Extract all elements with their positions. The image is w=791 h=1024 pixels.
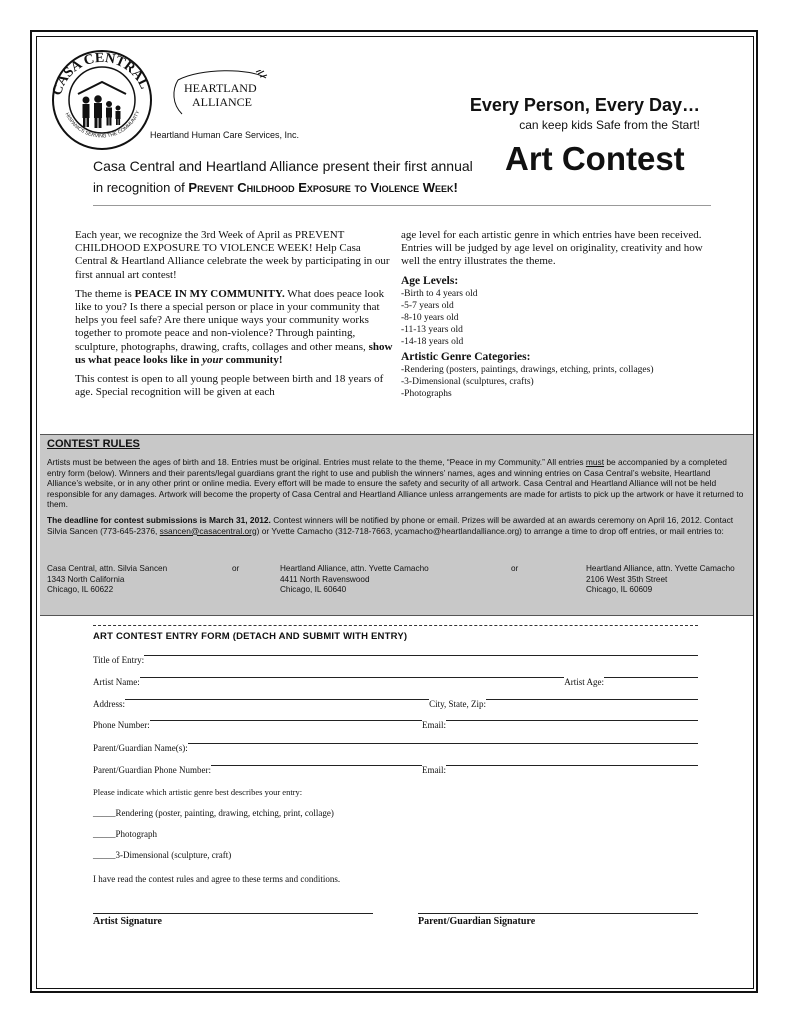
svg-text:ALLIANCE: ALLIANCE xyxy=(192,95,252,109)
casa-central-logo xyxy=(50,48,155,153)
artist-age-field[interactable] xyxy=(604,677,698,678)
genre-prompt: Please indicate which artistic genre best describes your entry: xyxy=(93,787,303,797)
guardian-names-field[interactable] xyxy=(188,743,698,744)
genre-option-rendering[interactable]: _____Rendering (poster, painting, drawing, etching, print, collage) xyxy=(93,808,334,818)
theme-call-1: show us what peace looks like in xyxy=(75,340,393,366)
age-level-item: -11-13 years old xyxy=(401,324,463,335)
age-level-item: -14-18 years old xyxy=(401,336,464,347)
phone-row xyxy=(93,720,698,730)
recognition-line xyxy=(93,180,458,195)
phone-label: Phone Number: xyxy=(93,720,150,730)
mail-address-heartland-west: Heartland Alliance, attn. Yvette Camacho 2106 West 35th Street Chicago, IL 60609 xyxy=(586,564,735,594)
intro-paragraph-1: Each year, we recognize the 3rd Week of April as PREVENT CHILDHOOD EXPOSURE TO VIOLENCE WEEK! Help Casa Central & Heartland Alliance celebrate the week by participating in our first annual art contest! xyxy=(75,229,390,281)
contact-email-link[interactable]: ssancen@casacentral.org xyxy=(159,525,257,536)
header-divider xyxy=(93,205,711,206)
address-row xyxy=(93,699,698,709)
theme-call-2: community! xyxy=(222,353,283,366)
theme-body: What does peace look like to you? Is there a special person or place in your community that helps you feel safe? Are there unique ways your community works together to promote peace and non-violence? Through painting, sculpture, photographs, drawing, crafts, collages and other means, xyxy=(75,287,385,353)
agreement-statement: I have read the contest rules and agree to these terms and conditions. xyxy=(93,874,341,884)
guardian-email-field[interactable] xyxy=(446,765,698,766)
contest-rules-text xyxy=(47,457,747,536)
address-field[interactable] xyxy=(125,699,429,700)
age-level-item: -Birth to 4 years old xyxy=(401,288,478,299)
detach-line xyxy=(93,625,698,626)
intro-right-column xyxy=(401,229,721,400)
intro-paragraph-2 xyxy=(75,288,395,367)
guardian-signature-label: Parent/Guardian Signature xyxy=(418,916,536,927)
genre-item: -Photographs xyxy=(401,389,452,400)
email-label: Email: xyxy=(422,720,446,730)
heartland-subtitle: Heartland Human Care Services, Inc. xyxy=(150,130,300,140)
address-label: Address: xyxy=(93,699,125,709)
intro-paragraph-3: This contest is open to all young people between birth and 18 years of age. Special recognition will be given at each xyxy=(75,373,384,399)
guardian-names-row xyxy=(93,743,698,753)
age-level-item: -8-10 years old xyxy=(401,312,459,323)
contest-rules-title: CONTEST RULES xyxy=(47,438,140,450)
artist-row xyxy=(93,677,698,687)
title-of-entry-field[interactable] xyxy=(144,655,698,656)
genre-option-photograph[interactable]: _____Photograph xyxy=(93,829,157,839)
heartland-alliance-logo xyxy=(170,70,270,120)
genre-item: -Rendering (posters, paintings, drawings, etching, prints, collages) xyxy=(401,365,654,376)
svg-text:HISPANICS SERVING THE COMMUNIT: HISPANICS SERVING THE COMMUNITY xyxy=(63,109,142,140)
theme-lead: The theme is xyxy=(75,287,135,300)
guardian-email-label: Email: xyxy=(422,765,446,775)
city-state-zip-label: City, State, Zip: xyxy=(429,699,486,709)
tagline-main: Every Person, Every Day… xyxy=(469,95,700,115)
genre-categories-heading: Artistic Genre Categories: xyxy=(401,350,531,363)
entry-form-title: ART CONTEST ENTRY FORM (DETACH AND SUBMIT WITH ENTRY) xyxy=(93,631,408,642)
age-levels-heading: Age Levels: xyxy=(401,274,459,287)
rules-paragraph-2: The deadline for contest submissions is March 31, 2012. Contest winners will be notified by phone or email. Prizes will be awarded at an awards ceremony on April 16, 2012. Contact Silvia Sancen (773-645-2376, ssancen@casacentral.org) or Yvette Camacho (312-718-7663, ycamacho@heartlandalliance.org) to arrange a time to drop off entries, or mail entries to: xyxy=(47,514,734,536)
recognition-week: Prevent Childhood Exposure to Violence Week! xyxy=(188,180,458,195)
city-state-zip-field[interactable] xyxy=(486,699,698,700)
guardian-phone-field[interactable] xyxy=(211,765,422,766)
svg-text:HEARTLAND: HEARTLAND xyxy=(184,81,257,95)
intro-left-column xyxy=(75,229,395,405)
phone-field[interactable] xyxy=(150,720,422,721)
artist-age-label: Artist Age: xyxy=(564,677,604,687)
or-separator-1: or xyxy=(232,564,240,573)
theme-call-your: your xyxy=(202,353,223,366)
or-separator-2: or xyxy=(511,564,519,573)
guardian-signature-line[interactable] xyxy=(418,913,698,914)
email-field[interactable] xyxy=(446,720,698,721)
tagline-sub: can keep kids Safe from the Start! xyxy=(519,118,700,132)
artist-signature-label: Artist Signature xyxy=(93,916,162,927)
present-line: Casa Central and Heartland Alliance present their first annual xyxy=(93,158,473,174)
judging-paragraph: age level for each artistic genre in which entries have been received. Entries will be judged by age level on originality, creativity and how well the entry illustrates the theme. xyxy=(401,229,703,268)
guardian-phone-row xyxy=(93,765,698,775)
guardian-phone-label: Parent/Guardian Phone Number: xyxy=(93,765,211,775)
svg-text:CASA CENTRAL: CASA CENTRAL xyxy=(50,50,152,98)
mail-address-heartland-north: Heartland Alliance, attn. Yvette Camacho 4411 North Ravenswood Chicago, IL 60640 xyxy=(280,564,429,594)
recognition-prefix: in recognition of xyxy=(93,180,185,195)
theme-name: PEACE IN MY COMMUNITY. xyxy=(134,287,285,300)
title-of-entry-row xyxy=(93,655,698,665)
genre-option-3d[interactable]: _____3-Dimensional (sculpture, craft) xyxy=(93,850,232,860)
rules-paragraph-1: Artists must be between the ages of birth and 18. Entries must be original. Entries must relate to the theme, “Peace in my Community.” All entries must be accompanied by a completed entry form (below). Winners and their parents/legal guardians grant the right to use and publish the winners’ names, ages and winning entries on Casa Central’s website, Heartland Alliance’s website, or in any other print or online media. Every effort will be made to ensure the safety and security of all artwork. Casa Central and Heartland Alliance will not be held responsible for any damages. Artwork will become the property of Casa Central and Heartland Alliance unless arrangements are made for artists to pick up the artwork or have it returned to them. xyxy=(47,457,744,510)
age-level-item: -5-7 years old xyxy=(401,300,454,311)
genre-item: -3-Dimensional (sculptures, crafts) xyxy=(401,377,534,388)
artist-signature-line[interactable] xyxy=(93,913,373,914)
artist-name-label: Artist Name: xyxy=(93,677,140,687)
guardian-names-label: Parent/Guardian Name(s): xyxy=(93,743,188,753)
title-of-entry-label: Title of Entry: xyxy=(93,655,145,665)
deadline: The deadline for contest submissions is March 31, 2012. xyxy=(47,514,271,525)
mail-address-casa: Casa Central, attn. Silvia Sancen 1343 North California Chicago, IL 60622 xyxy=(47,564,168,594)
artist-name-field[interactable] xyxy=(140,677,565,678)
art-contest-title: Art Contest xyxy=(505,140,685,177)
